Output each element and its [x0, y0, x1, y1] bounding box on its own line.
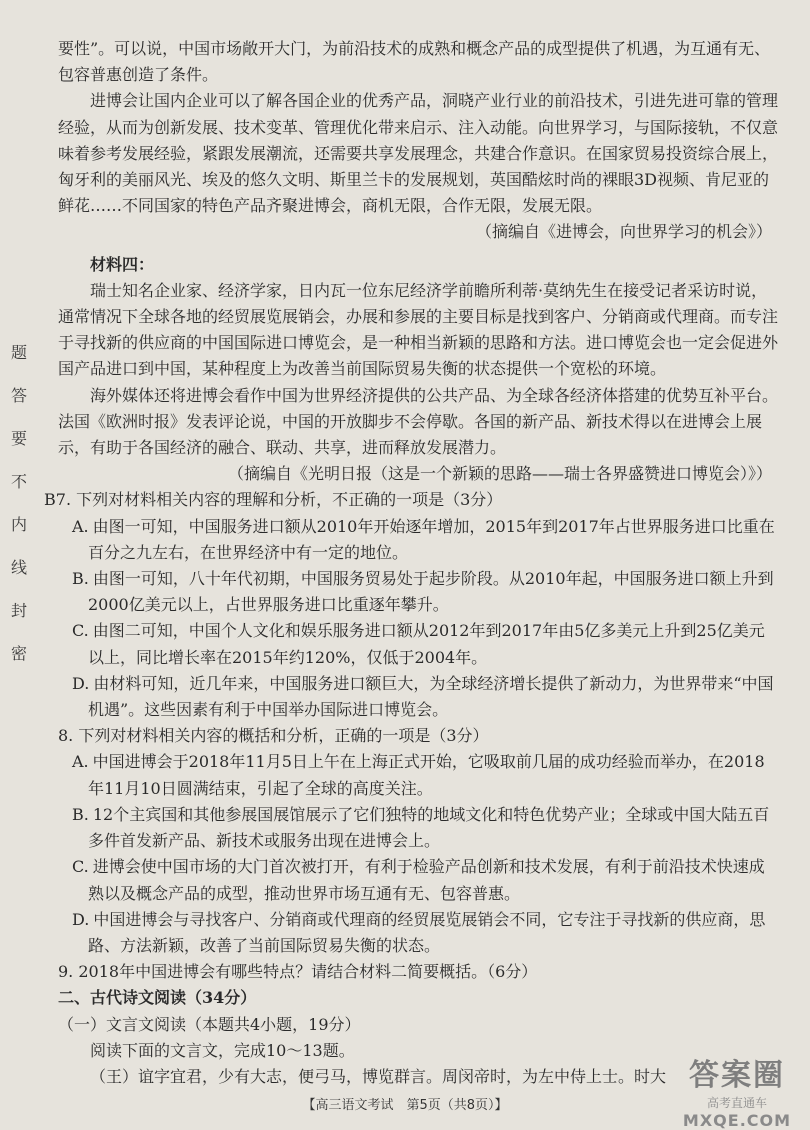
option-label: B. [72, 804, 89, 824]
source-citation: （摘编自《进博会，向世界学习的机会》） [475, 222, 772, 242]
option-label: A. [72, 752, 89, 772]
watermark-subtitle: 高考直通车 [706, 1096, 767, 1110]
paragraph: 要性”。可以说，中国市场敞开大门，为前沿技术的成熟和概念产品的成型提供了机遇，为互通有无、包容普惠创造了条件。 [58, 39, 771, 85]
watermark-logo [678, 1050, 796, 1130]
section-heading: 二、古代诗文阅读（34分） [58, 988, 257, 1008]
question-8: 8. 下列对材料相关内容的概括和分析，正确的一项是（3分） [58, 726, 489, 746]
option-text: 由图一可知，八十年代初期，中国服务贸易处于起步阶段。从2010年起，中国服务进口额上升到2000亿美元以上，占世界服务进口比重逐年攀升。 [88, 569, 774, 615]
option-label: C. [72, 857, 89, 877]
side-char: 线 [10, 558, 27, 577]
option-text: 进博会使中国市场的大门首次被打开，有利于检验产品创新和技术发展，有利于前沿技术快速成熟以及概念产品的成型，推动世界市场互通有无、包容普惠。 [88, 857, 765, 903]
option-label: C. [72, 621, 89, 641]
source-citation: （摘编自《光明日报（这是一个新颖的思路——瑞士各界盛赞进口博览会）》） [227, 464, 772, 484]
option-text: 由图二可知，中国个人文化和娱乐服务进口额从2012年到2017年由5亿多美元上升到25亿美元以上，同比增长率在2015年约120%，仅低于2004年。 [88, 621, 765, 667]
option-text: 由图一可知，中国服务进口额从2010年开始逐年增加，2015年到2017年占世界服务进口比重在百分之九左右，在世界经济中有一定的地位。 [88, 516, 775, 562]
question-7 [44, 487, 780, 513]
option [58, 671, 780, 723]
side-char: 封 [10, 601, 27, 620]
paragraph: 瑞士知名企业家、经济学家，日内瓦一位东尼经济学前瞻所利蒂·莫纳先生在接受记者采访时说，通常情况下全球各地的经贸展览展销会，办展和参展的主要目标是找到客户、分销商或代理商。而专注于寻找新的供应商的中国国际进口博览会，是一种相当新颖的思路和方法。进口博览会也一定会促进外国产品进口到中国，某种程度上为改善当前国际贸易失衡的状态提供一个宽松的环境。 [58, 280, 779, 379]
side-char: 题 [10, 343, 27, 362]
option [58, 749, 780, 801]
option [58, 802, 780, 854]
page-footer: 【高三语文考试 第5页（共8页）】 [302, 1098, 508, 1113]
material-heading: 材料四： [90, 254, 155, 274]
watermark-title: 答案圈 [689, 1058, 785, 1093]
subsection-heading: （一）文言文阅读（本题共4小题，19分） [58, 1014, 361, 1034]
option-text: 由材料可知，近几年来，中国服务进口额巨大，为全球经济增长提供了新动力，为世界带来“中国机遇”。这些因素有利于中国举办国际进口博览会。 [88, 673, 774, 720]
option-text: 中国进博会与寻找客户、分销商或代理商的经贸展览展销会不同，它专注于寻找新的供应商，思路、方法新颖，改善了当前国际贸易失衡的状态。 [88, 909, 766, 955]
classical-text: （王）谊字宜君，少有大志，便弓马，博览群言。周闵帝时，为左中侍上士。时大 [90, 1066, 667, 1086]
handwritten-mark: B [44, 490, 56, 510]
instruction: 阅读下面的文言文，完成10～13题。 [90, 1040, 355, 1060]
question-9: 9. 2018年中国进博会有哪些特点？请结合材料二简要概括。（6分） [58, 962, 538, 982]
paragraph: 进博会让国内企业可以了解各国企业的优秀产品，洞晓产业行业的前沿技术，引进先进可靠的管理经验，从而为创新发展、技术变革、管理优化带来启示、注入动能。向世界学习，与国际接轨，不仅意味着参考发展经验，紧跟发展潮流，还需要共享发展理念，共建合作意识。在国家贸易投资综合展上，匈牙利的美丽风光、埃及的悠久文明、斯里兰卡的发展规划，英国酷炫时尚的裸眼3D视频、肯尼亚的鲜花……不同国家的特色产品齐聚进博会，商机无限，合作无限，发展无限。 [58, 91, 779, 216]
option [58, 618, 780, 670]
option [58, 514, 780, 566]
option-text: 中国进博会于2018年11月5日上午在上海正式开始，它吸取前几届的成功经验而举办，在2018年11月10日圆满结束，引起了全球的高度关注。 [88, 752, 765, 798]
option-label: B. [72, 569, 89, 589]
side-char: 密 [10, 644, 27, 663]
question-stem: 7. 下列对材料相关内容的理解和分析，不正确的一项是（3分） [55, 490, 503, 510]
watermark-url: MXQE.COM [682, 1111, 792, 1130]
option-text: 12个主宾国和其他参展国展馆展示了它们独特的地域文化和特色优势产业；全球或中国大陆五百多件首发新产品、新技术或服务出现在进博会上。 [88, 804, 770, 851]
paragraph: 海外媒体还将进博会看作中国为世界经济提供的公共产品、为全球各经济体搭建的优势互补平台。法国《欧洲时报》发表评论说，中国的开放脚步不会停歇。各国的新产品、新技术得以在进博会上展示，有助于各国经济的融合、联动、共享，进而释放发展潜力。 [58, 385, 779, 458]
option [58, 854, 780, 906]
option-label: D. [72, 909, 90, 929]
side-char: 要 [10, 429, 27, 448]
side-char: 不 [10, 472, 27, 491]
option-label: A. [72, 516, 89, 536]
page-content [44, 36, 780, 1090]
side-char: 答 [10, 386, 27, 405]
side-char: 内 [10, 515, 27, 534]
binding-margin-note [6, 340, 32, 664]
option [58, 907, 780, 959]
option-label: D. [72, 673, 90, 693]
option [58, 566, 780, 618]
